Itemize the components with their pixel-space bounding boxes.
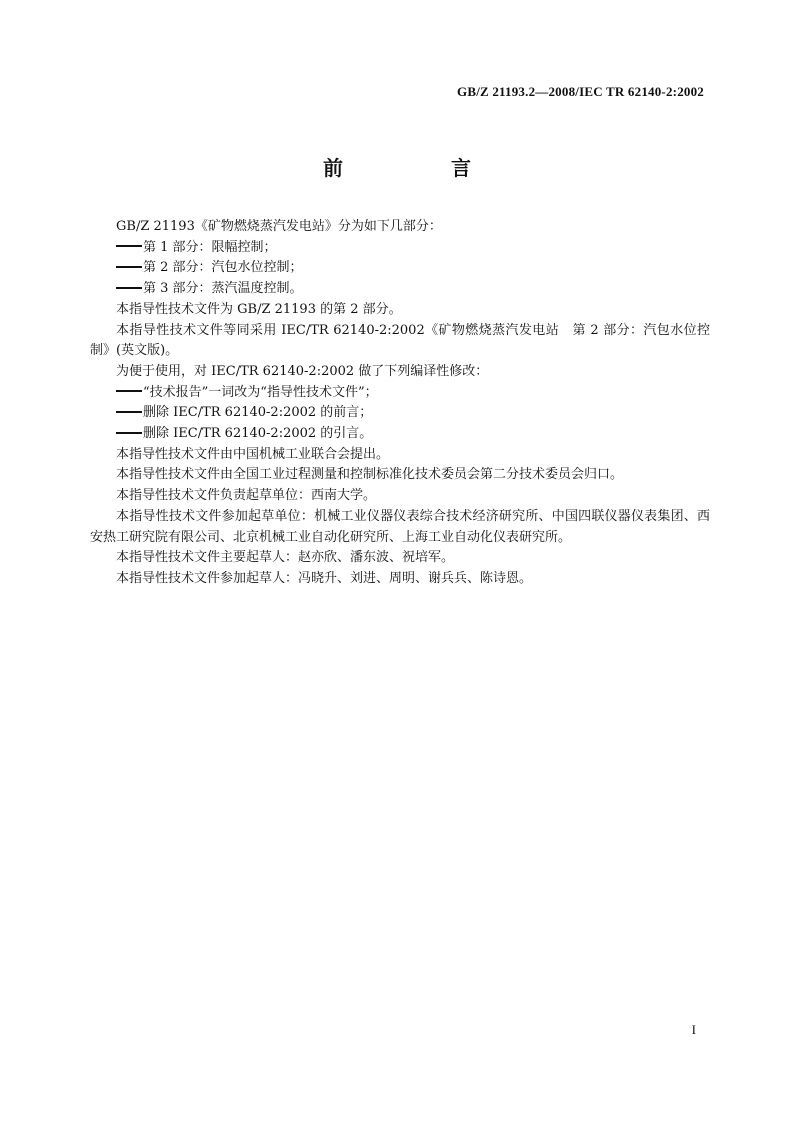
list-item-part-3 (90, 279, 710, 300)
document-body (90, 217, 710, 590)
list-item-modification-3 (90, 424, 710, 445)
document-header-code: GB/Z 21193.2—2008/IEC TR 62140-2:2002 (457, 84, 704, 99)
list-item-text: 删除 IEC/TR 62140-2:2002 的引言。 (143, 426, 373, 442)
em-dash-mark (116, 432, 142, 434)
list-item-text: “技术报告”一词改为“指导性技术文件”； (143, 384, 378, 400)
page-number: I (691, 1022, 696, 1037)
list-item-modification-2 (90, 403, 710, 424)
paragraph-proposed-by: 本指导性技术文件由中国机械工业联合会提出。 (116, 446, 390, 462)
list-item-text: 第 1 部分：限幅控制； (143, 239, 277, 255)
em-dash-mark (116, 411, 142, 413)
paragraph-drafting-unit: 本指导性技术文件负责起草单位：西南大学。 (116, 488, 377, 504)
paragraph-parts-intro: GB/Z 21193《矿物燃烧蒸汽发电站》分为如下几部分： (116, 219, 442, 234)
em-dash-mark (116, 245, 142, 247)
list-item-part-1 (90, 238, 710, 259)
list-item-modification-1 (90, 383, 710, 404)
list-item-text: 删除 IEC/TR 62140-2:2002 的前言； (143, 405, 373, 421)
em-dash-mark (116, 287, 142, 289)
paragraph-centralized-by: 本指导性技术文件由全国工业过程测量和控制标准化技术委员会第二分技术委员会归口。 (116, 467, 624, 483)
list-item-text: 第 2 部分：汽包水位控制； (143, 260, 303, 276)
list-item-text: 第 3 部分：蒸汽温度控制。 (143, 281, 303, 297)
list-item-part-2 (90, 258, 710, 279)
paragraph-adoption: 本指导性技术文件等同采用 IEC/TR 62140-2:2002《矿物燃烧蒸汽发电站 第 2 部分：汽包水位控制》(英文版)。 (90, 322, 710, 359)
page-title: 前 言 (323, 156, 515, 180)
em-dash-mark (116, 266, 142, 268)
paragraph-part-statement: 本指导性技术文件为 GB/Z 21193 的第 2 部分。 (116, 301, 402, 317)
paragraph-modifications-intro: 为便于使用，对 IEC/TR 62140-2:2002 做了下列编译性修改： (116, 363, 489, 379)
paragraph-participating-drafters: 本指导性技术文件参加起草人：冯晓升、刘进、周明、谢兵兵、陈诗恩。 (116, 570, 533, 586)
paragraph-main-drafters: 本指导性技术文件主要起草人：赵亦欣、潘东波、祝培军。 (116, 550, 455, 566)
paragraph-participating-units: 本指导性技术文件参加起草单位：机械工业仪器仪表综合技术经济研究所、中国四联仪器仪表集团、西安热工研究院有限公司、北京机械工业自动化研究所、上海工业自动化仪表研究所。 (90, 508, 710, 545)
em-dash-mark (116, 390, 142, 392)
